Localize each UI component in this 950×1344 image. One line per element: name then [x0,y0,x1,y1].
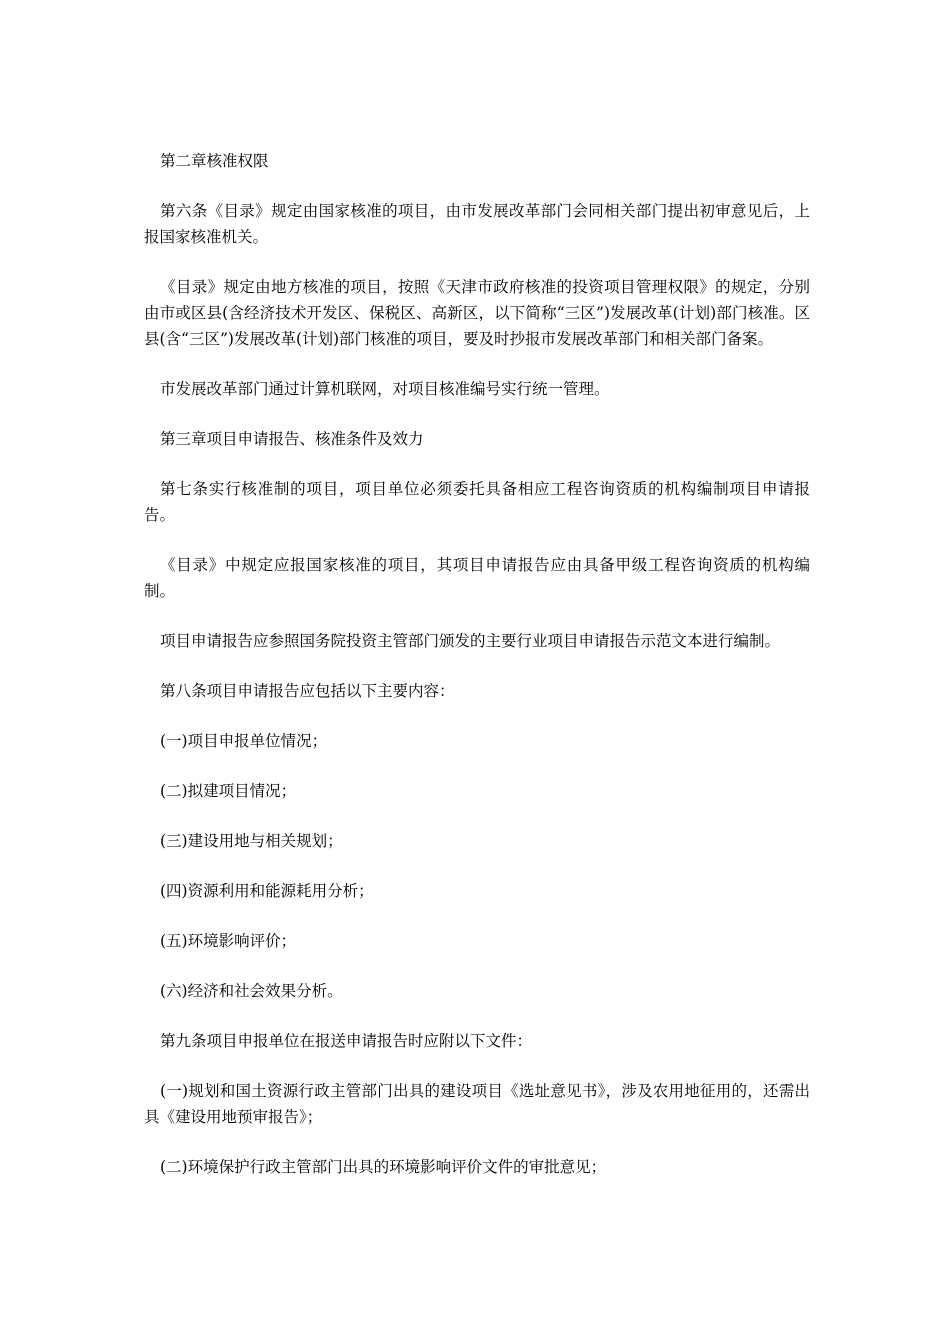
chapter-heading: 第二章核准权限 [160,152,269,170]
list-item: (二)拟建项目情况； [160,782,297,800]
article-paragraph: 市发展改革部门通过计算机联网，对项目核准编号实行统一管理。 [160,380,610,398]
article-paragraph: 项目申请报告应参照国务院投资主管部门颁发的主要行业项目申请报告示范文本进行编制。 [160,632,781,650]
article-paragraph: 第七条实行核准制的项目，项目单位必须委托具备相应工程咨询资质的机构编制项目申请报告。 [144,480,810,524]
list-item: (五)环境影响评价； [160,932,297,950]
list-item: (四)资源利用和能源耗用分析； [160,882,374,900]
list-item: (一)项目申报单位情况； [160,732,328,750]
article-paragraph: 《目录》中规定应报国家核准的项目，其项目申请报告应由具备甲级工程咨询资质的机构编制。 [144,556,810,600]
article-paragraph: 第八条项目申请报告应包括以下主要内容： [160,682,455,700]
article-paragraph: 《目录》规定由地方核准的项目，按照《天津市政府核准的投资项目管理权限》的规定，分别由市或区县(含经济技术开发区、保税区、高新区，以下简称“三区”)发展改革(计划)部门核准。区县(含“三区”)发展改革(计划)部门核准的项目，要及时抄报市发展改革部门和相关部门备案。 [144,278,810,348]
list-item: (三)建设用地与相关规划； [160,832,343,850]
article-paragraph: 第六条《目录》规定由国家核准的项目，由市发展改革部门会同相关部门提出初审意见后，上报国家核准机关。 [144,202,810,246]
list-item: (一)规划和国土资源行政主管部门出具的建设项目《选址意见书》，涉及农用地征用的，还需出具《建设用地预审报告》； [144,1082,810,1126]
chapter-heading: 第三章项目申请报告、核准条件及效力 [160,430,424,448]
list-item: (二)环境保护行政主管部门出具的环境影响评价文件的审批意见； [160,1158,607,1176]
list-item: (六)经济和社会效果分析。 [160,982,343,1000]
article-paragraph: 第九条项目申报单位在报送申请报告时应附以下文件： [160,1032,533,1050]
document-body [144,148,810,1204]
